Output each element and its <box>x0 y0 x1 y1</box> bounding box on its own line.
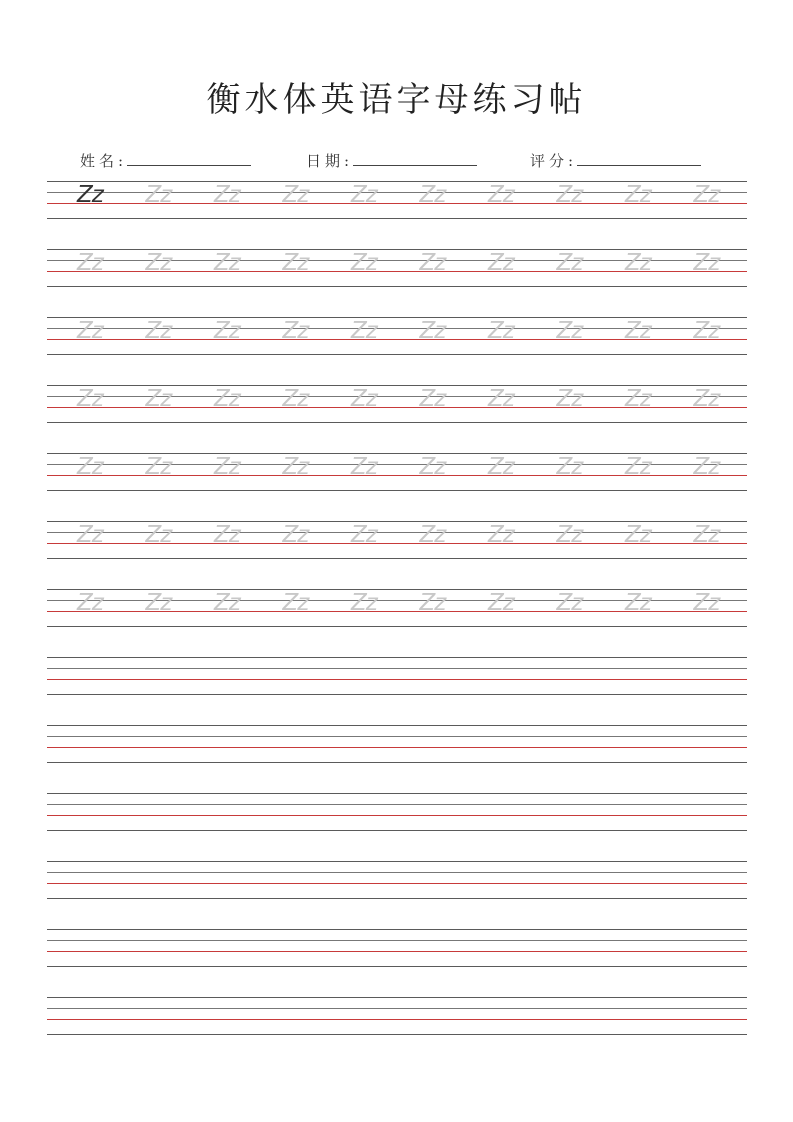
trace-letter: Zz <box>351 522 377 548</box>
trace-letter: Zz <box>351 318 377 344</box>
traced-row <box>47 521 747 561</box>
baseline-rule <box>47 883 747 884</box>
name-blank[interactable] <box>127 151 251 166</box>
trace-letter: Zz <box>625 386 651 412</box>
trace-letter: Zz <box>419 250 446 276</box>
traced-row <box>47 385 747 425</box>
guide-rule <box>47 490 747 491</box>
trace-letter: Zz <box>625 182 651 208</box>
trace-letter: Zz <box>488 250 514 276</box>
baseline-rule <box>47 815 747 816</box>
trace-letter: Zz <box>214 182 240 208</box>
trace-letter: Zz <box>351 590 377 616</box>
guide-rule <box>47 694 747 695</box>
guide-rule <box>47 804 747 805</box>
trace-letter: Zz <box>419 454 446 480</box>
trace-letter: Zz <box>282 590 309 616</box>
guide-rule <box>47 725 747 726</box>
trace-letter: Zz <box>488 182 514 208</box>
trace-letter: Zz <box>145 318 172 344</box>
guide-rule <box>47 286 747 287</box>
trace-letter: Zz <box>77 318 103 344</box>
trace-letter: Zz <box>351 182 377 208</box>
trace-letter: Zz <box>214 454 240 480</box>
trace-letter: Zz <box>556 318 583 344</box>
trace-letter: Zz <box>351 454 377 480</box>
trace-letter: Zz <box>282 522 309 548</box>
model-letter: Zz <box>77 182 103 208</box>
trace-letter: Zz <box>214 250 240 276</box>
score-label: 评分: <box>530 152 578 170</box>
trace-letter: Zz <box>556 590 583 616</box>
trace-letter: Zz <box>556 386 583 412</box>
blank-row <box>47 929 747 969</box>
trace-letter: Zz <box>625 522 651 548</box>
blank-row <box>47 793 747 833</box>
trace-letter: Zz <box>214 590 240 616</box>
trace-letter: Zz <box>214 522 240 548</box>
trace-letter: Zz <box>419 590 446 616</box>
trace-letter: Zz <box>145 182 172 208</box>
guide-rule <box>47 997 747 998</box>
traced-row <box>47 181 747 221</box>
trace-letter: Zz <box>488 590 514 616</box>
page-title: 衡水体英语字母练习帖 <box>206 80 587 120</box>
guide-rule <box>47 929 747 930</box>
trace-letter: Zz <box>145 590 172 616</box>
blank-row <box>47 725 747 765</box>
blank-row <box>47 861 747 901</box>
trace-letter: Zz <box>693 522 720 548</box>
trace-letter: Zz <box>625 318 651 344</box>
date-blank[interactable] <box>353 151 477 166</box>
trace-letter: Zz <box>625 250 651 276</box>
traced-row <box>47 589 747 629</box>
score-blank[interactable] <box>577 151 701 166</box>
trace-letter: Zz <box>556 522 583 548</box>
guide-rule <box>47 1008 747 1009</box>
name-label: 姓名: <box>80 152 128 170</box>
guide-rule <box>47 218 747 219</box>
trace-letter: Zz <box>214 386 240 412</box>
guide-rule <box>47 1034 747 1035</box>
traced-row <box>47 317 747 357</box>
guide-rule <box>47 354 747 355</box>
guide-rule <box>47 626 747 627</box>
trace-letter: Zz <box>693 318 720 344</box>
trace-letter: Zz <box>488 522 514 548</box>
guide-rule <box>47 872 747 873</box>
trace-letter: Zz <box>488 386 514 412</box>
trace-letter: Zz <box>77 250 103 276</box>
trace-letter: Zz <box>77 590 103 616</box>
guide-rule <box>47 793 747 794</box>
trace-letter: Zz <box>488 318 514 344</box>
trace-letter: Zz <box>77 386 103 412</box>
traced-row <box>47 249 747 289</box>
trace-letter: Zz <box>556 250 583 276</box>
trace-letter: Zz <box>693 590 720 616</box>
trace-letter: Zz <box>419 386 446 412</box>
guide-rule <box>47 422 747 423</box>
trace-letter: Zz <box>693 386 720 412</box>
baseline-rule <box>47 747 747 748</box>
trace-letter: Zz <box>556 182 583 208</box>
trace-letter: Zz <box>77 454 103 480</box>
trace-letter: Zz <box>282 454 309 480</box>
guide-rule <box>47 898 747 899</box>
blank-row <box>47 657 747 697</box>
trace-letter: Zz <box>693 182 720 208</box>
guide-rule <box>47 657 747 658</box>
guide-rule <box>47 861 747 862</box>
guide-rule <box>47 966 747 967</box>
trace-letter: Zz <box>282 182 309 208</box>
trace-letter: Zz <box>282 386 309 412</box>
trace-letter: Zz <box>419 318 446 344</box>
guide-rule <box>47 558 747 559</box>
baseline-rule <box>47 1019 747 1020</box>
trace-letter: Zz <box>625 454 651 480</box>
trace-letter: Zz <box>693 454 720 480</box>
baseline-rule <box>47 951 747 952</box>
trace-letter: Zz <box>351 386 377 412</box>
blank-row <box>47 997 747 1037</box>
trace-letter: Zz <box>214 318 240 344</box>
trace-letter: Zz <box>419 182 446 208</box>
guide-rule <box>47 762 747 763</box>
trace-letter: Zz <box>625 590 651 616</box>
info-fields <box>80 150 740 170</box>
trace-letter: Zz <box>282 250 309 276</box>
trace-letter: Zz <box>488 454 514 480</box>
guide-rule <box>47 736 747 737</box>
trace-letter: Zz <box>556 454 583 480</box>
traced-row <box>47 453 747 493</box>
trace-letter: Zz <box>351 250 377 276</box>
trace-letter: Zz <box>419 522 446 548</box>
trace-letter: Zz <box>145 250 172 276</box>
date-label: 日期: <box>306 152 354 170</box>
trace-letter: Zz <box>693 250 720 276</box>
baseline-rule <box>47 679 747 680</box>
trace-letter: Zz <box>145 522 172 548</box>
guide-rule <box>47 940 747 941</box>
trace-letter: Zz <box>282 318 309 344</box>
name-field <box>80 150 251 171</box>
trace-letter: Zz <box>77 522 103 548</box>
score-field <box>530 150 701 171</box>
trace-letter: Zz <box>145 454 172 480</box>
date-field <box>306 150 477 171</box>
guide-rule <box>47 830 747 831</box>
guide-rule <box>47 668 747 669</box>
trace-letter: Zz <box>145 386 172 412</box>
